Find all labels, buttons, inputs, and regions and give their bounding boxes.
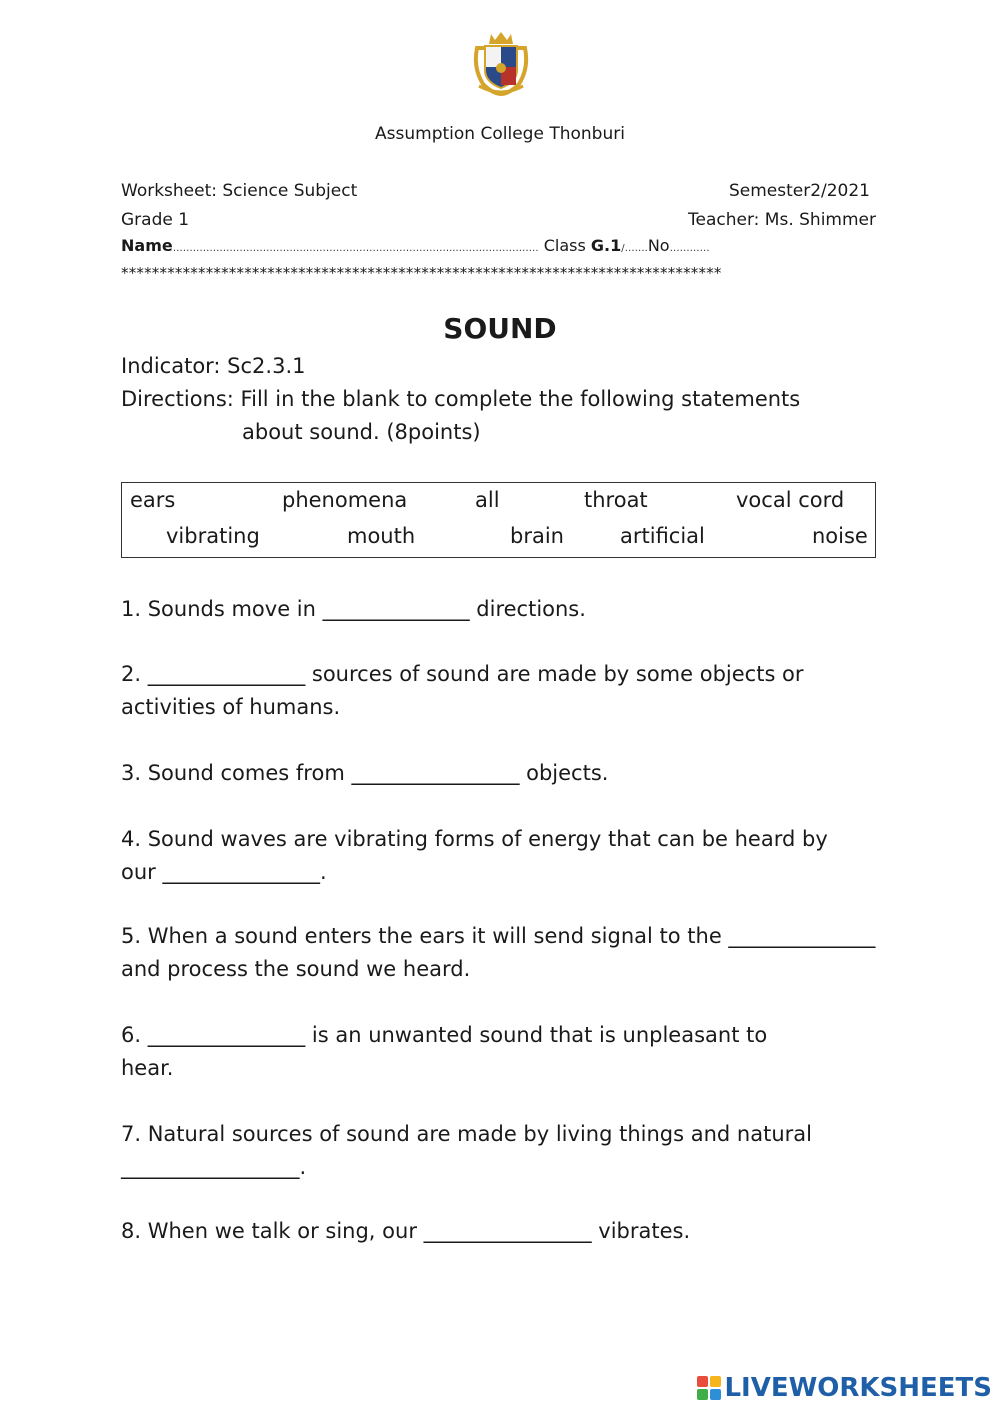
- semester: Semester2/2021: [728, 181, 870, 201]
- no-blank[interactable]: …………: [669, 243, 710, 254]
- worksheet-subject: Worksheet: Science Subject: [121, 181, 358, 201]
- word-bank-item: vibrating: [166, 524, 260, 548]
- question-1[interactable]: [121, 593, 586, 626]
- page-title: SOUND: [443, 312, 557, 345]
- question-4[interactable]: [121, 823, 828, 889]
- grade: Grade 1: [121, 210, 190, 230]
- question-line: 4. Sound waves are vibrating forms of energy that can be heard by: [121, 827, 828, 851]
- question-line: 2. _______________ sources of sound are made by some objects or: [121, 662, 804, 686]
- teacher: Teacher: Ms. Shimmer: [688, 210, 876, 230]
- class-slash: /: [621, 243, 625, 254]
- class-value: G.1: [590, 236, 622, 255]
- question-line: 7. Natural sources of sound are made by living things and natural: [121, 1122, 812, 1146]
- question-3[interactable]: [121, 757, 608, 790]
- no-label: No: [647, 236, 670, 255]
- question-line: 6. _______________ is an unwanted sound that is unpleasant to: [121, 1023, 768, 1047]
- name-class-row: [121, 236, 881, 255]
- word-bank-item: vocal cord: [736, 488, 845, 512]
- question-2[interactable]: [121, 658, 804, 724]
- word-bank-item: phenomena: [282, 488, 408, 512]
- word-bank-item: all: [475, 488, 500, 512]
- word-bank-item: mouth: [347, 524, 416, 548]
- question-line: and process the sound we heard.: [121, 957, 471, 981]
- name-blank[interactable]: ………………………………….…………….………………………..…………………….: [172, 243, 539, 254]
- question-7[interactable]: [121, 1118, 812, 1184]
- question-line: _________________.: [121, 1155, 307, 1179]
- class-label: Class: [543, 236, 586, 255]
- divider-stars: ******************************************************************************: [121, 264, 722, 282]
- school-crest-icon: [469, 28, 533, 96]
- word-bank-item: throat: [584, 488, 648, 512]
- directions-line-1: Directions: Fill in the blank to complete the following statements: [121, 387, 801, 411]
- name-label: Name: [121, 236, 173, 255]
- question-line: 8. When we talk or sing, our ________________ vibrates.: [121, 1219, 691, 1243]
- word-bank: [121, 482, 876, 558]
- question-line: 5. When a sound enters the ears it will send signal to the ______________: [121, 924, 876, 948]
- liveworksheets-logo-icon: [696, 1375, 722, 1401]
- question-line: 1. Sounds move in ______________ directions.: [121, 597, 586, 621]
- question-line: 3. Sound comes from ________________ objects.: [121, 761, 609, 785]
- question-8[interactable]: [121, 1215, 690, 1248]
- liveworksheets-logo[interactable]: [696, 1373, 992, 1403]
- directions-line-2: about sound. (8points): [242, 420, 481, 444]
- question-line: our _______________.: [121, 860, 327, 884]
- indicator: Indicator: Sc2.3.1: [121, 354, 306, 378]
- question-6[interactable]: [121, 1019, 767, 1085]
- class-blank[interactable]: …….: [624, 243, 648, 254]
- school-name: Assumption College Thonburi: [375, 124, 625, 144]
- word-bank-item: noise: [812, 524, 868, 548]
- liveworksheets-logo-text: LIVEWORKSHEETS: [724, 1373, 992, 1403]
- question-line: hear.: [121, 1056, 174, 1080]
- question-line: activities of humans.: [121, 695, 341, 719]
- word-bank-item: artificial: [620, 524, 705, 548]
- word-bank-item: ears: [130, 488, 176, 512]
- word-bank-item: brain: [510, 524, 564, 548]
- question-5[interactable]: [121, 920, 875, 986]
